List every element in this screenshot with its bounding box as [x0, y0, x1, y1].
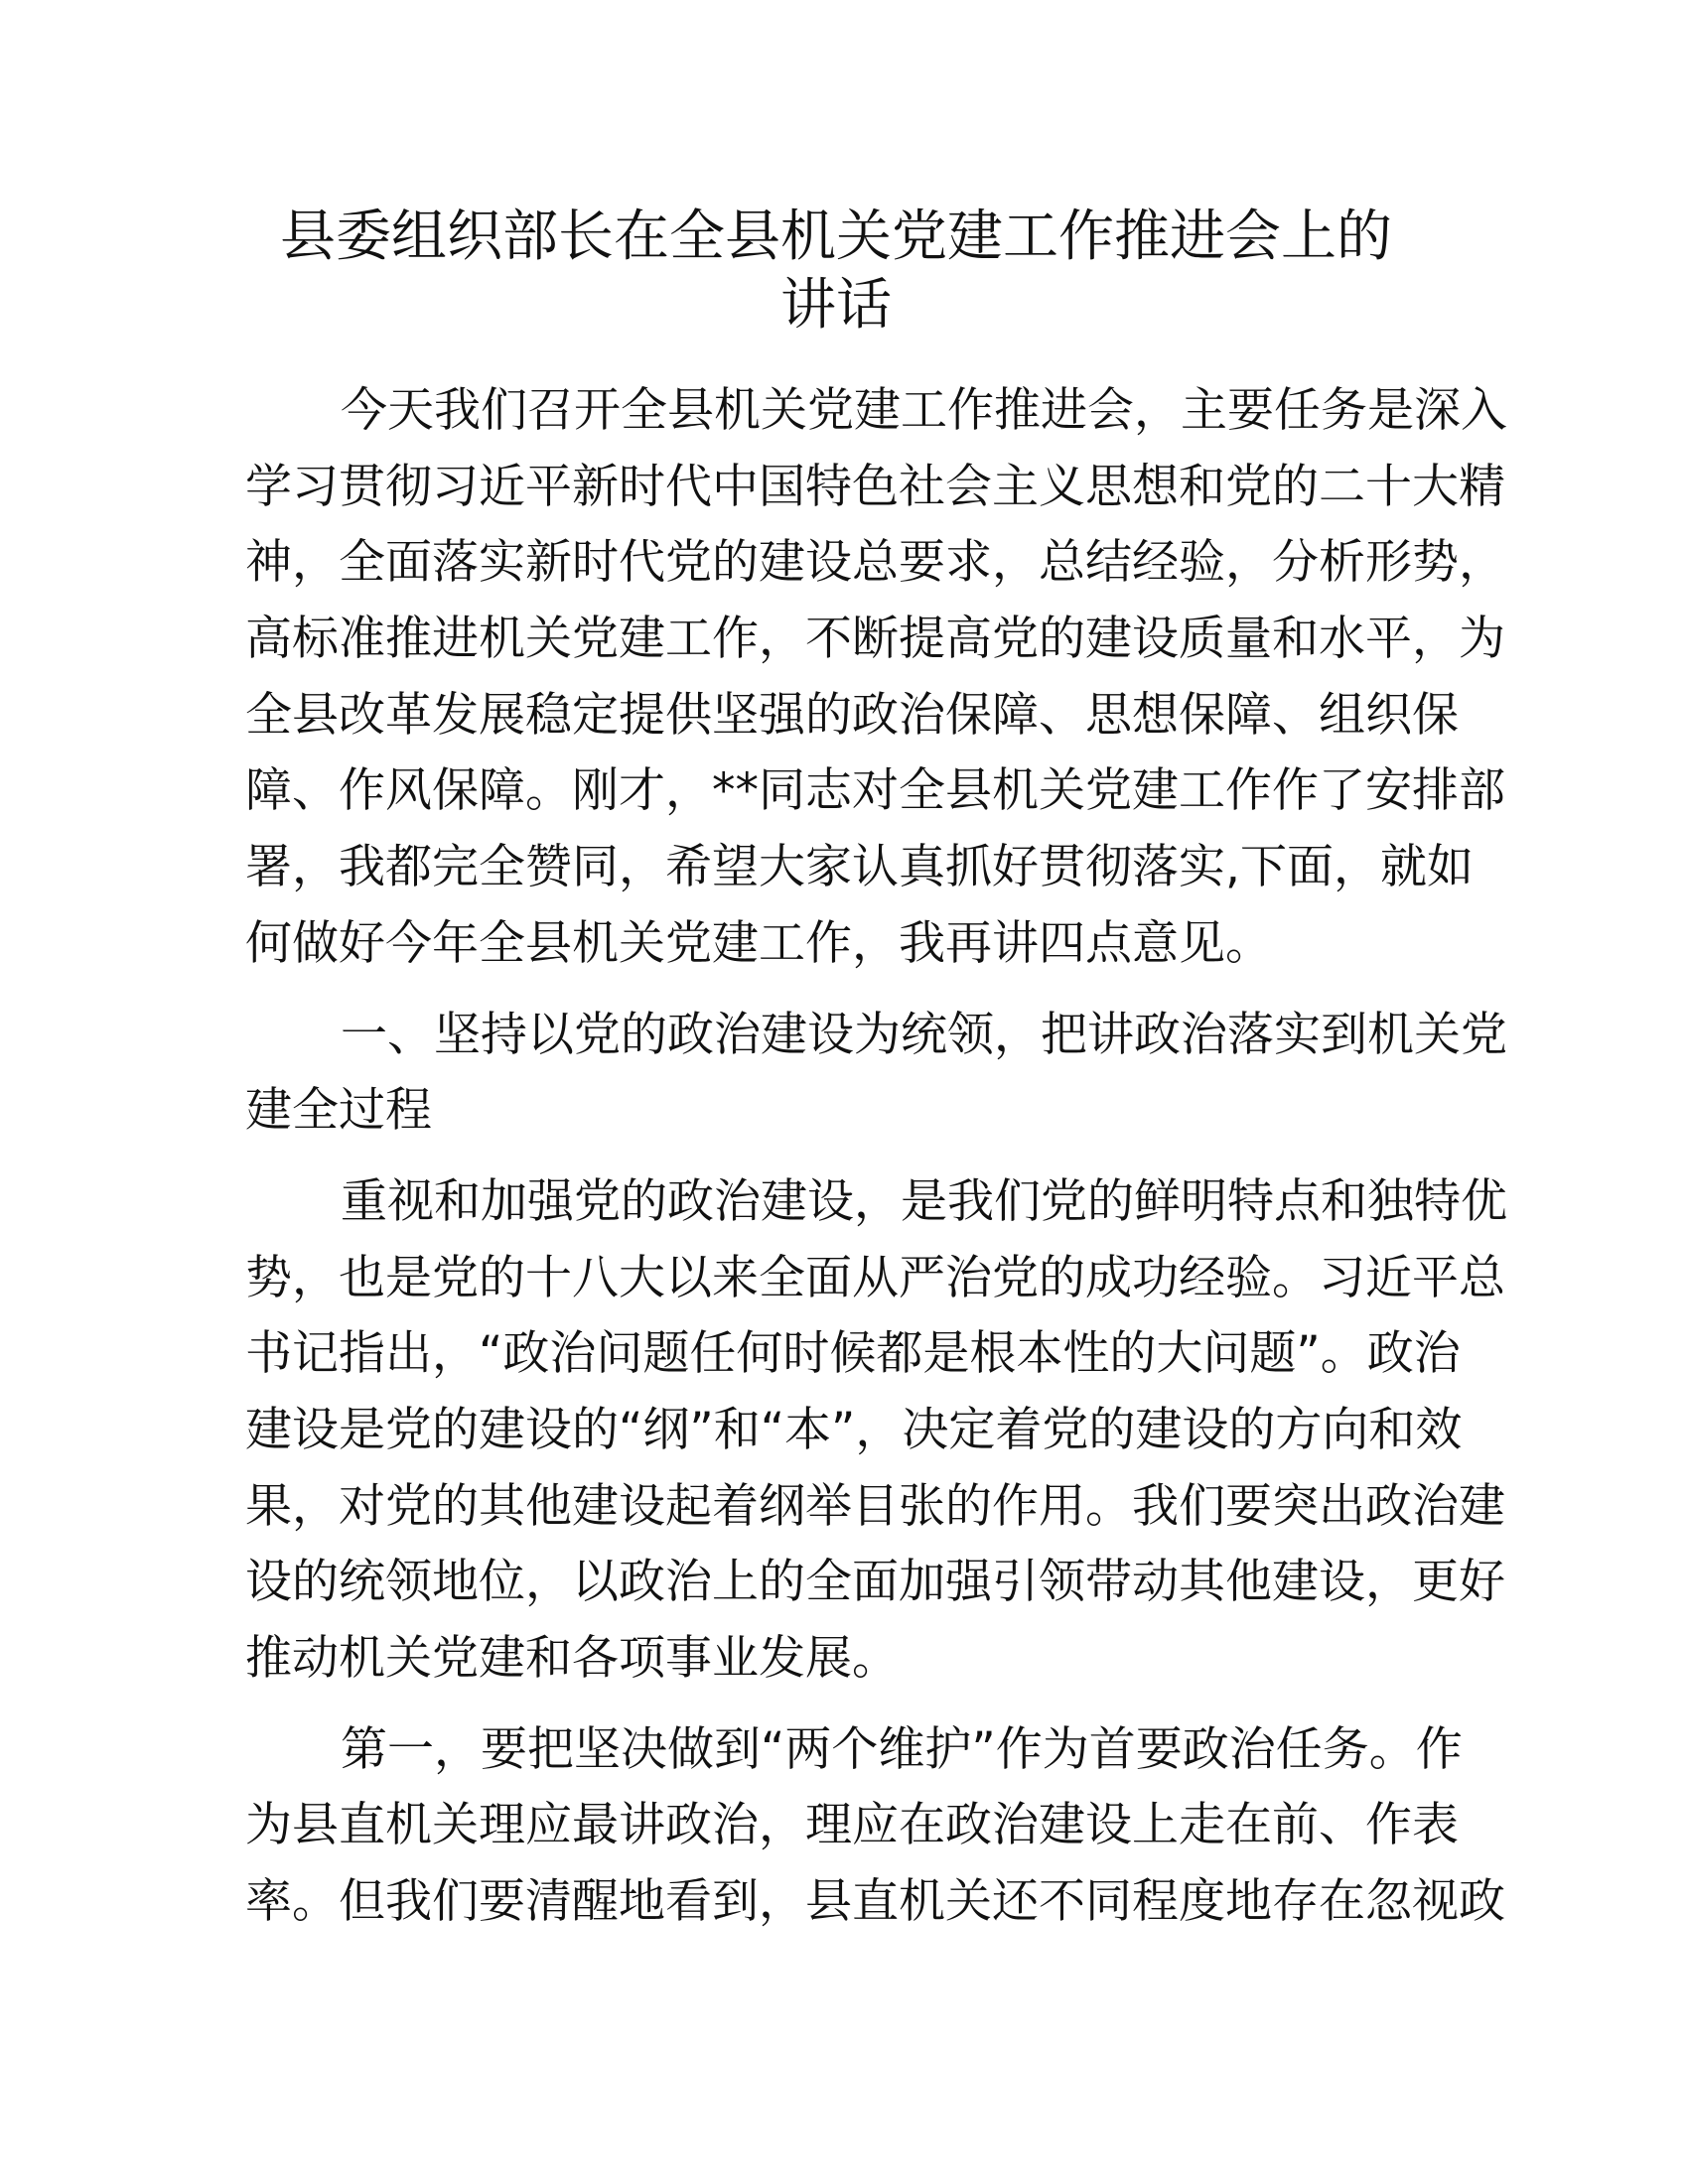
title-line: 讲话 — [780, 273, 892, 338]
document-title — [245, 203, 1427, 340]
paragraph — [245, 1712, 1505, 1941]
text-line: 果，对党的其他建设起着纲举目张的作用。我们要突出政治建 — [245, 1478, 1505, 1534]
text-line: 推动机关党建和各项事业发展。 — [245, 1631, 899, 1686]
section-heading — [245, 998, 1507, 1150]
text-line: 今天我们召开全县机关党建工作推进会，主要任务是深入 — [341, 383, 1507, 438]
text-line: 何做好今年全县机关党建工作，我再讲四点意见。 — [245, 915, 1272, 971]
text-line: 学习贯彻习近平新时代中国特色社会主义思想和党的二十大精 — [245, 459, 1505, 514]
text-line: 障、作风保障。刚才，**同志对全县机关党建工作作了安排部 — [245, 763, 1505, 819]
text-line: 势，也是党的十八大以来全面从严治党的成功经验。习近平总 — [245, 1250, 1505, 1305]
text-line: 为县直机关理应最讲政治，理应在政治建设上走在前、作表 — [245, 1798, 1459, 1853]
text-line: 重视和加强党的政治建设，是我们党的鲜明特点和独特优 — [341, 1173, 1507, 1229]
document-body — [245, 373, 1507, 1941]
text-line: 一、坚持以党的政治建设为统领，把讲政治落实到机关党 — [341, 1007, 1507, 1062]
paragraph — [245, 1164, 1507, 1698]
text-line: 神，全面落实新时代党的建设总要求，总结经验，分析形势， — [245, 535, 1505, 591]
text-line: 全县改革发展稳定提供坚强的政治保障、思想保障、组织保 — [245, 687, 1459, 743]
text-line: 书记指出，“政治问题任何时候都是根本性的大问题”。政治 — [245, 1326, 1461, 1382]
text-line: 率。但我们要清醒地看到，县直机关还不同程度地存在忽视政 — [245, 1874, 1505, 1930]
document-page — [245, 203, 1507, 1956]
title-line: 县委组织部长在全县机关党建工作推进会上的 — [280, 205, 1392, 269]
text-line: 建设是党的建设的“纲”和“本”，决定着党的建设的方向和效 — [245, 1402, 1463, 1457]
text-line: 署，我都完全赞同，希望大家认真抓好贯彻落实,下面，就如 — [245, 840, 1474, 895]
text-line: 第一，要把坚决做到“两个维护”作为首要政治任务。作 — [341, 1721, 1463, 1777]
text-line: 建全过程 — [245, 1083, 432, 1139]
text-line: 设的统领地位，以政治上的全面加强引领带动其他建设，更好 — [245, 1555, 1505, 1610]
paragraph — [245, 373, 1507, 983]
text-line: 高标准推进机关党建工作，不断提高党的建设质量和水平，为 — [245, 612, 1505, 667]
